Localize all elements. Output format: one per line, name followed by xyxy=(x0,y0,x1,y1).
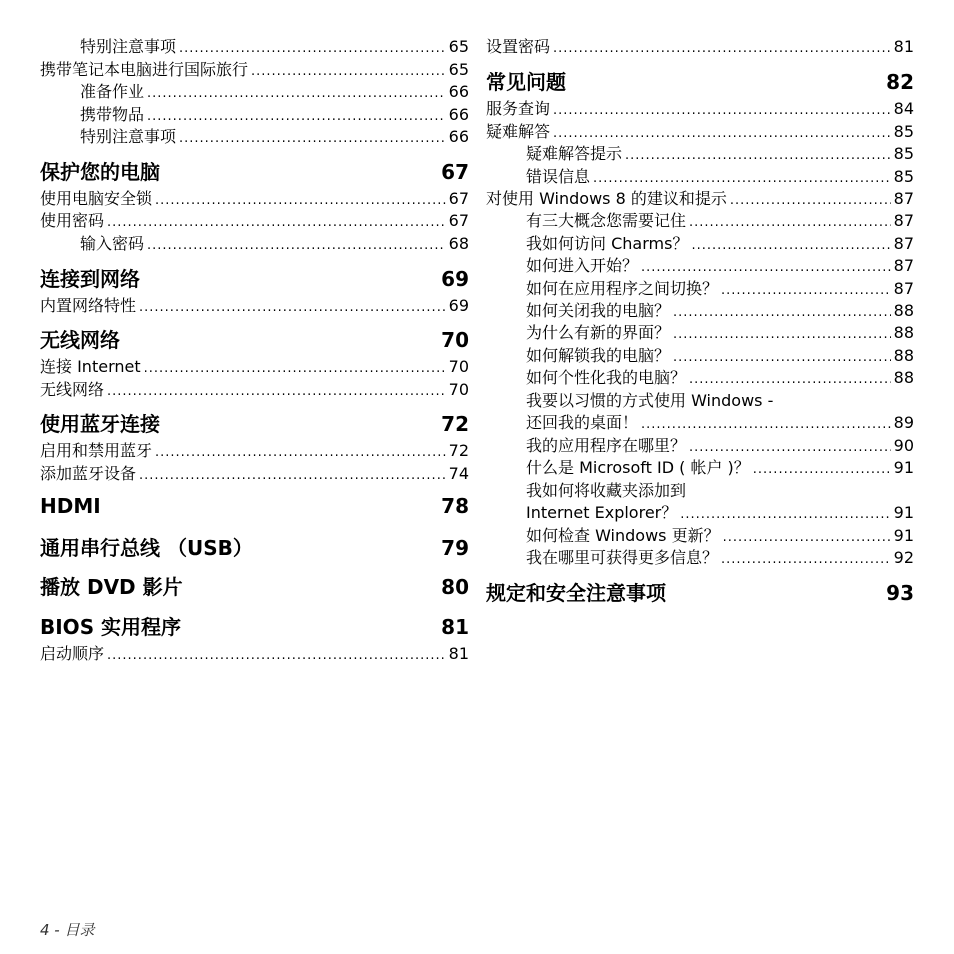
toc-entry-title: 疑难解答提示 xyxy=(526,144,623,163)
toc-entry[interactable] xyxy=(486,322,914,344)
toc-entry-page: 87 xyxy=(893,234,914,253)
toc-entry-page: 87 xyxy=(893,189,914,208)
toc-entry-page: 72 xyxy=(448,441,469,460)
toc-entry[interactable] xyxy=(40,295,469,317)
leader-dots xyxy=(730,190,891,212)
section-page: 67 xyxy=(441,160,469,184)
leader-dots xyxy=(179,38,446,60)
leader-dots xyxy=(689,437,891,459)
toc-entry[interactable] xyxy=(486,210,914,232)
leader-dots xyxy=(107,381,446,403)
toc-entry[interactable] xyxy=(486,435,914,457)
toc-entry[interactable] xyxy=(486,390,914,412)
toc-entry-page: 70 xyxy=(448,380,469,399)
toc-entry-title: 使用电脑安全锁 xyxy=(40,189,153,208)
toc-entry-title: 使用密码 xyxy=(40,211,105,230)
leader-dots xyxy=(721,280,891,302)
section-title: 使用蓝牙连接 xyxy=(40,412,160,436)
leader-dots xyxy=(139,297,446,319)
toc-entry-title: 如何在应用程序之间切换？ xyxy=(526,279,719,298)
toc-section-heading[interactable] xyxy=(40,493,469,519)
toc-entry[interactable] xyxy=(486,480,914,502)
toc-entry[interactable] xyxy=(40,643,469,665)
toc-entry-title: 内置网络特性 xyxy=(40,296,137,315)
section-page: 81 xyxy=(441,615,469,639)
toc-entry-title: Internet Explorer？ xyxy=(526,503,678,522)
toc-entry-title: 我的应用程序在哪里？ xyxy=(526,436,687,455)
toc-entry-title: 添加蓝牙设备 xyxy=(40,464,137,483)
toc-entry-page: 91 xyxy=(893,526,914,545)
page-footer: 4 - 目录 xyxy=(40,921,95,939)
toc-entry-page: 74 xyxy=(448,464,469,483)
leader-dots xyxy=(147,106,446,128)
toc-entry-page: 70 xyxy=(448,357,469,376)
section-page: 72 xyxy=(441,412,469,436)
section-title: 通用串行总线 （USB） xyxy=(40,536,253,560)
toc-entry-title: 如何个性化我的电脑？ xyxy=(526,368,687,387)
section-title: 播放 DVD 影片 xyxy=(40,575,183,599)
toc-entry[interactable] xyxy=(40,188,469,210)
leader-dots xyxy=(641,414,891,436)
section-page: 79 xyxy=(441,536,469,560)
toc-entry[interactable] xyxy=(486,255,914,277)
section-title: HDMI xyxy=(40,494,101,518)
leader-dots xyxy=(680,504,890,526)
toc-entry-page: 91 xyxy=(893,503,914,522)
leader-dots xyxy=(144,358,446,380)
toc-entry-title: 携带物品 xyxy=(80,105,145,124)
toc-entry[interactable] xyxy=(40,210,469,232)
section-page: 80 xyxy=(441,575,469,599)
toc-entry-page: 66 xyxy=(448,105,469,124)
toc-section-heading[interactable] xyxy=(40,266,469,292)
leader-dots xyxy=(723,527,891,549)
leader-dots xyxy=(553,123,891,145)
toc-entry-page: 88 xyxy=(893,301,914,320)
toc-entry-title: 我要以习惯的方式使用 Windows - xyxy=(526,391,774,410)
toc-entry-page: 65 xyxy=(448,37,469,56)
toc-entry-title: 如何进入开始？ xyxy=(526,256,639,275)
toc-entry-page: 81 xyxy=(448,644,469,663)
toc-entry[interactable] xyxy=(40,36,469,58)
toc-entry-title: 对使用 Windows 8 的建议和提示 xyxy=(486,189,727,208)
toc-entry[interactable] xyxy=(40,233,469,255)
toc-entry-title: 疑难解答 xyxy=(486,122,551,141)
leader-dots xyxy=(689,212,891,234)
section-title: 连接到网络 xyxy=(40,267,140,291)
toc-entry[interactable] xyxy=(486,525,914,547)
toc-entry-page: 88 xyxy=(893,346,914,365)
toc-section-heading[interactable] xyxy=(486,580,914,606)
toc-entry-page: 92 xyxy=(893,548,914,567)
section-title: 无线网络 xyxy=(40,328,120,352)
leader-dots xyxy=(689,369,891,391)
toc-entry[interactable] xyxy=(40,379,469,401)
leader-dots xyxy=(553,38,891,60)
toc-entry-title: 如何检查 Windows 更新？ xyxy=(526,526,720,545)
toc-entry-page: 81 xyxy=(893,37,914,56)
toc-entry-page: 67 xyxy=(448,189,469,208)
toc-entry-title: 我如何访问 Charms？ xyxy=(526,234,689,253)
toc-entry-page: 87 xyxy=(893,256,914,275)
toc-entry[interactable] xyxy=(486,278,914,300)
leader-dots xyxy=(251,61,446,83)
section-title: BIOS 实用程序 xyxy=(40,615,182,639)
leader-dots xyxy=(593,168,891,190)
toc-entry[interactable] xyxy=(486,143,914,165)
leader-dots xyxy=(147,83,446,105)
toc-entry-title: 什么是 Microsoft ID ( 帐户 )？ xyxy=(526,458,750,477)
toc-section-heading[interactable] xyxy=(40,327,469,353)
toc-entry-title: 准备作业 xyxy=(80,82,145,101)
toc-entry-title: 服务查询 xyxy=(486,99,551,118)
toc-entry[interactable] xyxy=(486,188,914,210)
leader-dots xyxy=(673,302,891,324)
toc-entry[interactable] xyxy=(486,502,914,524)
toc-entry-page: 84 xyxy=(893,99,914,118)
toc-section-heading[interactable] xyxy=(40,535,469,561)
section-title: 保护您的电脑 xyxy=(40,160,160,184)
section-page: 82 xyxy=(886,70,914,94)
toc-section-heading[interactable] xyxy=(40,614,469,640)
leader-dots xyxy=(691,235,890,257)
leader-dots xyxy=(553,100,891,122)
toc-entry[interactable] xyxy=(486,98,914,120)
toc-entry-page: 85 xyxy=(893,144,914,163)
section-page: 69 xyxy=(441,267,469,291)
section-title: 常见问题 xyxy=(486,70,566,94)
toc-section-heading[interactable] xyxy=(486,69,914,95)
leader-dots xyxy=(147,235,446,257)
toc-entry[interactable] xyxy=(40,104,469,126)
leader-dots xyxy=(625,145,891,167)
toc-entry-page: 68 xyxy=(448,234,469,253)
leader-dots xyxy=(139,465,446,487)
toc-entry-title: 我在哪里可获得更多信息？ xyxy=(526,548,719,567)
toc-entry-title: 如何解锁我的电脑？ xyxy=(526,346,671,365)
leader-dots xyxy=(155,442,446,464)
section-page: 70 xyxy=(441,328,469,352)
toc-entry-page: 89 xyxy=(893,413,914,432)
toc-entry[interactable] xyxy=(486,36,914,58)
toc-entry-title: 启动顺序 xyxy=(40,644,105,663)
toc-entry-page: 85 xyxy=(893,167,914,186)
toc-entry-page: 65 xyxy=(448,60,469,79)
toc-section-heading[interactable] xyxy=(40,411,469,437)
toc-entry-page: 91 xyxy=(893,458,914,477)
toc-entry-title: 设置密码 xyxy=(486,37,551,56)
toc-entry-title: 连接 Internet xyxy=(40,357,141,376)
toc-entry-title: 还回我的桌面！ xyxy=(526,413,639,432)
toc-entry[interactable] xyxy=(40,463,469,485)
toc-entry-title: 特别注意事项 xyxy=(80,127,177,146)
leader-dots xyxy=(179,128,446,150)
toc-entry[interactable] xyxy=(40,81,469,103)
leader-dots xyxy=(107,645,446,667)
toc-entry-title: 为什么有新的界面？ xyxy=(526,323,671,342)
section-page: 93 xyxy=(886,581,914,605)
toc-entry[interactable] xyxy=(40,356,469,378)
toc-section-heading[interactable] xyxy=(40,574,469,600)
toc-entry[interactable] xyxy=(486,547,914,569)
toc-entry[interactable] xyxy=(486,300,914,322)
toc-entry-title: 输入密码 xyxy=(80,234,145,253)
toc-entry-title: 如何关闭我的电脑？ xyxy=(526,301,671,320)
toc-entry[interactable] xyxy=(40,59,469,81)
toc-entry-title: 我如何将收藏夹添加到 xyxy=(526,481,687,500)
leader-dots xyxy=(721,549,891,571)
toc-entry[interactable] xyxy=(486,345,914,367)
toc-entry-title: 有三大概念您需要记住 xyxy=(526,211,687,230)
toc-entry-page: 69 xyxy=(448,296,469,315)
toc-entry-page: 90 xyxy=(893,436,914,455)
section-page: 78 xyxy=(441,494,469,518)
toc-entry[interactable] xyxy=(486,412,914,434)
toc-entry[interactable] xyxy=(486,367,914,389)
toc-entry[interactable] xyxy=(486,233,914,255)
toc-entry-page: 87 xyxy=(893,211,914,230)
toc-entry-title: 无线网络 xyxy=(40,380,105,399)
toc-entry-page: 66 xyxy=(448,82,469,101)
toc-entry-page: 67 xyxy=(448,211,469,230)
leader-dots xyxy=(673,324,891,346)
toc-entry[interactable] xyxy=(486,457,914,479)
leader-dots xyxy=(107,212,446,234)
toc-entry-page: 88 xyxy=(893,323,914,342)
toc-section-heading[interactable] xyxy=(40,159,469,185)
toc-entry-page: 88 xyxy=(893,368,914,387)
leader-dots xyxy=(753,459,891,481)
leader-dots xyxy=(673,347,891,369)
toc-entry[interactable] xyxy=(486,166,914,188)
toc-entry-page: 85 xyxy=(893,122,914,141)
toc-entry-title: 携带笔记本电脑进行国际旅行 xyxy=(40,60,249,79)
toc-entry[interactable] xyxy=(40,440,469,462)
toc-entry-title: 错误信息 xyxy=(526,167,591,186)
toc-entry-page: 66 xyxy=(448,127,469,146)
toc-entry-page: 87 xyxy=(893,279,914,298)
toc-entry[interactable] xyxy=(486,121,914,143)
toc-entry[interactable] xyxy=(40,126,469,148)
toc-entry-title: 特别注意事项 xyxy=(80,37,177,56)
leader-dots xyxy=(155,190,446,212)
section-title: 规定和安全注意事项 xyxy=(486,581,666,605)
toc-entry-title: 启用和禁用蓝牙 xyxy=(40,441,153,460)
leader-dots xyxy=(641,257,891,279)
